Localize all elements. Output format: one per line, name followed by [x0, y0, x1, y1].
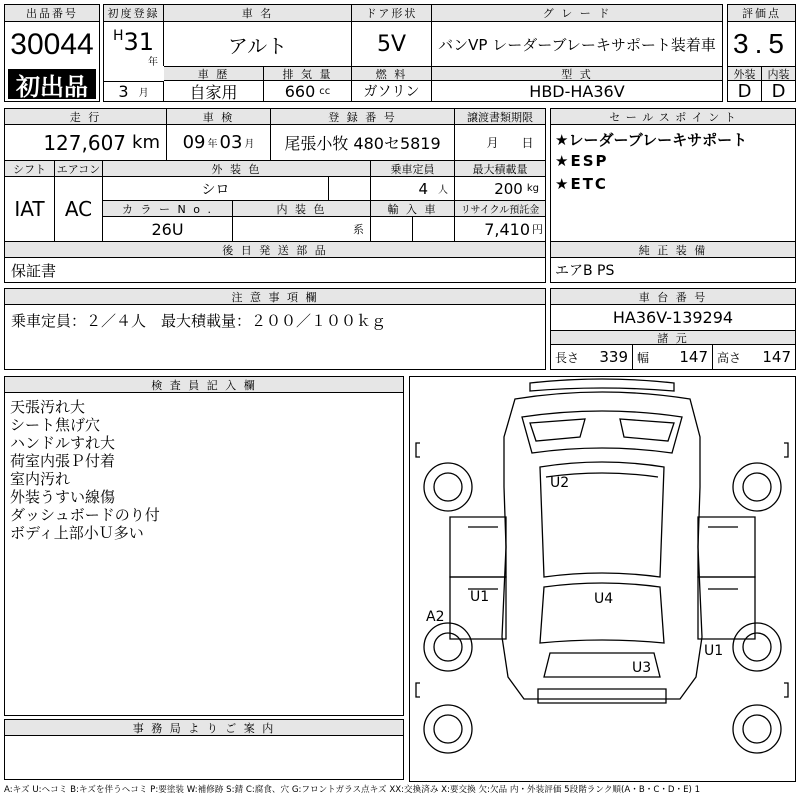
mileage-number: 127,607 — [43, 130, 127, 155]
displacement-value — [264, 81, 352, 101]
fuel-label: 燃 料 — [352, 66, 432, 81]
year-unit: 年 — [148, 57, 158, 68]
inspector-line: 室内汚れ — [10, 470, 71, 488]
sales-point-item: ★ETC — [555, 175, 608, 193]
car-diagram — [410, 377, 795, 781]
genuine-value: エアB PS — [555, 263, 615, 279]
top-info-box — [103, 4, 723, 102]
notes-box — [4, 288, 546, 370]
inspector-line: ダッシュボードのり付 — [10, 506, 160, 524]
inspector-line: 天張汚れ大 — [10, 398, 86, 416]
month: 3 — [118, 82, 129, 101]
import-label: 輸 入 車 — [371, 201, 455, 217]
import-value — [371, 217, 413, 241]
sales-points-box — [550, 108, 796, 242]
inspector-line: ハンドルすれ大 — [10, 434, 116, 452]
inspection-value — [167, 125, 271, 161]
later-parts-box — [4, 241, 546, 283]
genuine-box — [550, 241, 796, 283]
door-type-label: ドア形状 — [352, 5, 432, 22]
office-label: 事 務 局 よ り ご 案 内 — [5, 720, 403, 736]
car-name-label: 車 名 — [164, 5, 352, 22]
width-cell — [633, 345, 713, 369]
ext-color-value: シロ — [103, 177, 329, 201]
chassis-label: 車 台 番 号 — [551, 289, 795, 305]
capacity-number: 4 — [418, 179, 428, 198]
int-color-label: 内 装 色 — [233, 201, 371, 217]
plate-value: 尾張小牧 480セ5819 — [271, 125, 455, 161]
recycle-label: リサイクル預託金 — [455, 201, 545, 217]
damage-mark: U3 — [632, 660, 652, 676]
fuel-value: ガソリン — [352, 81, 432, 101]
width-label: 幅 — [637, 350, 650, 365]
genuine-label: 純 正 装 備 — [551, 242, 795, 258]
era: H — [112, 28, 124, 44]
width-value: 147 — [679, 348, 708, 366]
length-value: 339 — [599, 348, 628, 366]
max-load-label: 最大積載量 — [455, 161, 545, 177]
max-load-number: 200 — [494, 179, 523, 198]
sales-point-item: ★ESP — [555, 152, 609, 170]
mileage-value — [5, 125, 167, 161]
legend: A:キズ U:ヘコミ B:キズを伴うヘコミ P:要塗装 W:補修跡 S:錆 C:腐食、穴 G:フロントガラス点キズ XX:交換済み X:要交換 欠:欠品 内・外装評価 5段階ランク順(A・B・C・D・E) 1 — [4, 785, 701, 795]
mileage-label: 走 行 — [5, 109, 167, 125]
aircon-value: AC — [55, 177, 103, 241]
exterior-score-label: 外装 — [728, 66, 762, 81]
recycle-number: 7,410 — [484, 219, 530, 239]
recycle-value — [455, 217, 545, 241]
ext-color-extra — [329, 177, 371, 201]
notes-value: 乗車定員：２／４人 最大積載量：２００／１００ｋｇ — [11, 311, 387, 330]
displacement-unit: cc — [319, 85, 331, 97]
dims-label: 諸 元 — [551, 331, 795, 345]
chassis-value: HA36V-139294 — [551, 305, 795, 331]
capacity-value — [371, 177, 455, 201]
history-label: 車 歴 — [164, 66, 264, 81]
inspection-month-unit: 月 — [244, 139, 255, 150]
recycle-unit: 円 — [532, 223, 543, 236]
score-box — [727, 4, 796, 102]
lot-box — [4, 4, 100, 102]
height-value: 147 — [762, 348, 791, 366]
later-parts-label: 後 日 発 送 部 品 — [5, 242, 545, 258]
int-color-suffix: 系 — [353, 223, 364, 236]
first-listing-badge: 初出品 — [8, 69, 96, 99]
inspector-line: シート焦げ穴 — [10, 416, 101, 434]
displacement-label: 排 気 量 — [264, 66, 352, 81]
year: 31 — [123, 28, 155, 56]
damage-mark: U1 — [704, 643, 724, 659]
car-name-value: アルト — [164, 22, 352, 66]
model-code-value: HBD-HA36V — [529, 81, 625, 101]
capacity-unit: 人 — [438, 185, 448, 196]
grade-value: バンVP レーダーブレーキサポート装着車 — [438, 35, 716, 54]
max-load-value — [455, 177, 545, 201]
shift-value: IAT — [5, 177, 55, 241]
inspector-line: 荷室内張Ｐ付着 — [10, 452, 116, 470]
damage-mark: U4 — [594, 591, 614, 607]
damage-mark: U2 — [550, 475, 570, 491]
month-unit: 月 — [138, 88, 149, 99]
interior-score-label: 内装 — [762, 66, 795, 81]
max-load-unit: kg — [526, 183, 539, 194]
notes-label: 注 意 事 項 欄 — [5, 289, 545, 305]
transfer-value — [455, 125, 545, 161]
sales-point-item: ★レーダーブレーキサポート — [555, 131, 748, 149]
ext-color-label: 外 装 色 — [103, 161, 371, 177]
aircon-label: エアコン — [55, 161, 103, 177]
score-label: 評価点 — [728, 5, 795, 22]
inspection-year-unit: 年 — [207, 139, 218, 150]
int-color-value — [233, 217, 371, 241]
color-no-label: カ ラ ー N o . — [103, 201, 233, 217]
later-parts-value: 保証書 — [11, 261, 57, 280]
color-no-value: 26U — [103, 217, 233, 241]
inspector-line: 外装うすい線傷 — [10, 488, 116, 506]
transfer-label: 譲渡書類期限 — [455, 109, 545, 125]
inspection-label: 車 検 — [167, 109, 271, 125]
exterior-score: D — [728, 81, 762, 101]
displacement-number: 660 — [284, 81, 316, 101]
shift-label: シフト — [5, 161, 55, 177]
inspection-month: 03 — [219, 132, 243, 153]
height-cell — [713, 345, 795, 369]
car-diagram-box — [409, 376, 796, 782]
score-value: 3.5 — [733, 28, 790, 59]
height-label: 高さ — [717, 350, 742, 365]
model-code-label: 型 式 — [432, 66, 722, 81]
inspector-box — [4, 376, 404, 716]
plate-label: 登 録 番 号 — [271, 109, 455, 125]
length-cell — [551, 345, 633, 369]
grade-label: グ レ ー ド — [432, 5, 722, 22]
import-extra — [413, 217, 455, 241]
mid-info-box — [4, 108, 546, 242]
interior-score: D — [771, 81, 786, 101]
chassis-box — [550, 288, 796, 370]
lot-label: 出品番号 — [5, 5, 99, 22]
inspector-label: 検 査 員 記 入 欄 — [5, 377, 403, 393]
office-box — [4, 719, 404, 780]
history-value: 自家用 — [164, 81, 264, 101]
damage-mark: U1 — [470, 589, 490, 605]
first-reg-label: 初度登録 — [104, 5, 164, 22]
inspection-year: 09 — [182, 132, 206, 153]
first-reg-month — [104, 81, 164, 101]
capacity-label: 乗車定員 — [371, 161, 455, 177]
door-type-value: 5V — [352, 22, 432, 66]
damage-mark: A2 — [426, 609, 445, 625]
transfer-day-unit: 日 — [521, 136, 534, 150]
lot-number: 30044 — [10, 28, 94, 61]
sales-points-label: セ ー ル ス ポ イ ン ト — [551, 109, 795, 125]
mileage-unit: km — [132, 132, 160, 153]
inspector-line: ボディ上部小Ｕ多い — [10, 524, 144, 542]
transfer-month-unit: 月 — [486, 136, 499, 150]
length-label: 長さ — [555, 350, 580, 365]
